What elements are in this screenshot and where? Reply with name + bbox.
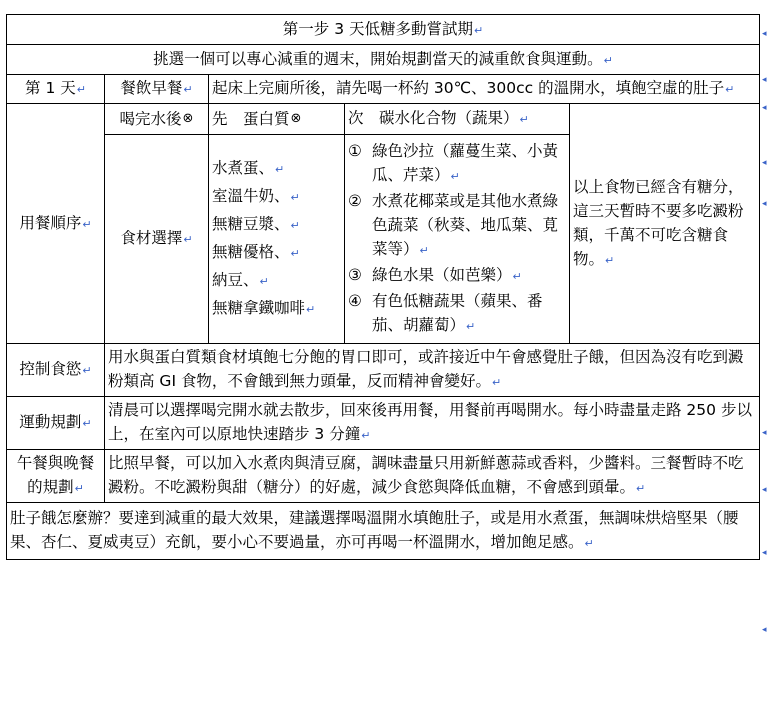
lunch-dinner-text-cell [105, 450, 760, 503]
row-end-marker-icon: ◂ [762, 75, 767, 85]
appetite-text: 用水與蛋白質類食材填飽七分飽的胃口即可，或許接近中午會感覺肚子餓，但因為沒有吃到澱粉類高 GI 食物，不會餓到無力頭暈，反而精神會變好。 [108, 348, 744, 390]
breakfast-text: 起床上完廁所後，請先喝一杯約 30℃、300cc 的溫開水，填飽空虛的肚子 [212, 79, 725, 97]
protein-item: 無糖豆漿、↵ [212, 215, 300, 233]
title-cell [7, 15, 760, 45]
row-end-marker-icon: ◂ [762, 103, 767, 113]
appetite-text-cell [105, 344, 760, 397]
right-margin-markers [762, 14, 768, 704]
protein-item: 室溫牛奶、↵ [212, 187, 300, 205]
protein-header-cell [209, 104, 345, 135]
paragraph-mark-icon: ↵ [519, 113, 529, 126]
paragraph-mark-icon: ↵ [450, 170, 460, 183]
paragraph-mark-icon: ↵ [74, 482, 84, 495]
paragraph-mark-icon: ↵ [275, 163, 285, 176]
row-end-marker-icon: ◂ [762, 158, 767, 168]
paragraph-mark-icon: ↵ [82, 417, 92, 430]
paragraph-mark-icon: ↵ [419, 244, 429, 257]
carb-header-cell [345, 104, 570, 135]
paragraph-mark-icon: ↵ [82, 364, 92, 377]
paragraph-mark-icon: ↵ [76, 83, 86, 96]
paragraph-mark-icon: ↵ [636, 482, 646, 495]
paragraph-mark-icon: ↵ [361, 429, 371, 442]
low-sugar-plan-table [6, 14, 760, 560]
row-end-marker-icon: ◂ [762, 548, 767, 558]
protein-item: 納豆、↵ [212, 271, 269, 289]
title-row [7, 15, 760, 45]
protein-item: 水煮蛋、↵ [212, 159, 285, 177]
row-end-marker-icon: ◂ [762, 625, 767, 635]
carb-item: ① 綠色沙拉（蘿蔓生菜、小黃瓜、芹菜）↵ [348, 142, 559, 184]
paragraph-mark-icon: ↵ [290, 247, 300, 260]
paragraph-mark-icon: ↵ [290, 219, 300, 232]
after-water-cell [105, 104, 209, 135]
end-of-cell-icon: ⊗ [182, 111, 194, 127]
row-end-marker-icon: ◂ [762, 485, 767, 495]
protein-header: 先 蛋白質 [212, 109, 290, 128]
after-water-label: 喝完水後 [119, 109, 182, 128]
exercise-label-cell [7, 397, 105, 450]
row-end-marker-icon: ◂ [762, 428, 767, 438]
carb-list [348, 139, 566, 339]
paragraph-mark-icon: ↵ [306, 303, 316, 316]
paragraph-mark-icon: ↵ [603, 53, 613, 67]
hunger-text-cell [7, 503, 760, 560]
paragraph-mark-icon: ↵ [183, 233, 193, 246]
order-label: 用餐順序 [19, 213, 82, 232]
intro-text: 挑選一個可以專心減重的週末，開始規劃當天的減重飲食與運動。 [153, 49, 603, 68]
paragraph-mark-icon: ↵ [259, 275, 269, 288]
exercise-label: 運動規劃 [19, 413, 82, 431]
lunch-dinner-text: 比照早餐，可以加入水煮肉與清豆腐，調味盡量只用新鮮蔥蒜或香料，少醬料。三餐暫時不吃澱粉。不吃澱粉與甜（糖分）的好處，減少食慾與降低血糖，不會感到頭暈。 [108, 454, 744, 496]
paragraph-mark-icon: ↵ [290, 191, 300, 204]
paragraph-mark-icon: ↵ [584, 537, 594, 550]
food-choice-label: 食材選擇 [120, 229, 183, 247]
protein-item: 無糖優格、↵ [212, 243, 300, 261]
hunger-row [7, 503, 760, 560]
order-label-cell [7, 104, 105, 344]
order-header-row [7, 104, 760, 135]
intro-cell [7, 45, 760, 75]
exercise-text-cell [105, 397, 760, 450]
paragraph-mark-icon: ↵ [605, 253, 615, 267]
end-of-cell-icon: ⊗ [290, 111, 302, 127]
lunch-dinner-row [7, 450, 760, 503]
exercise-row [7, 397, 760, 450]
appetite-label: 控制食慾 [19, 360, 82, 378]
protein-item: 無糖拿鐵咖啡↵ [212, 299, 316, 317]
paragraph-mark-icon: ↵ [183, 83, 193, 96]
carb-item: ③ 綠色水果（如芭樂）↵ [348, 266, 522, 284]
carb-item: ④ 有色低糖蔬果（蘋果、番茄、胡蘿蔔）↵ [348, 292, 543, 334]
intro-row [7, 45, 760, 75]
breakfast-row [7, 75, 760, 104]
carb-header: 次 碳水化合物（蔬果） [348, 109, 519, 127]
appetite-label-cell [7, 344, 105, 397]
breakfast-label-cell [105, 75, 209, 104]
protein-items-cell [209, 135, 345, 344]
paragraph-mark-icon: ↵ [82, 217, 92, 231]
breakfast-text-cell [209, 75, 760, 104]
row-end-marker-icon: ◂ [762, 199, 767, 209]
paragraph-mark-icon: ↵ [725, 83, 735, 96]
sugar-note-cell [570, 104, 760, 344]
carb-items-cell [345, 135, 570, 344]
appetite-row [7, 344, 760, 397]
day-cell [7, 75, 105, 104]
paragraph-mark-icon: ↵ [512, 270, 522, 283]
sugar-note: 以上食物已經含有糖分，這三天暫時不要多吃澱粉類，千萬不可吃含糖食物。 [573, 177, 744, 268]
page-title: 第一步 3 天低糖多動嘗試期 [282, 19, 473, 38]
day-label: 第 1 天 [25, 79, 76, 97]
paragraph-mark-icon: ↵ [474, 23, 484, 37]
food-choice-label-cell [105, 135, 209, 344]
paragraph-mark-icon: ↵ [466, 320, 476, 333]
hunger-text: 肚子餓怎麼辦？要達到減重的最大效果，建議選擇喝溫開水填飽肚子，或是用水煮蛋，無調味烘焙堅果（腰果、杏仁、夏威夷豆）充飢，要小心不要過量，亦可再喝一杯溫開水，增加飽足感。 [10, 509, 739, 551]
lunch-dinner-label-cell [7, 450, 105, 503]
row-end-marker-icon: ◂ [762, 29, 767, 39]
paragraph-mark-icon: ↵ [491, 376, 502, 389]
exercise-text: 清晨可以選擇喝完開水就去散步，回來後再用餐，用餐前再喝開水。每小時盡量走路 250 步以上，在室內可以原地快速踏步 3 分鐘 [108, 401, 752, 443]
lunch-dinner-label: 午餐與晚餐的規劃 [16, 454, 95, 496]
breakfast-label: 餐飲早餐 [120, 79, 183, 97]
carb-item: ② 水煮花椰菜或是其他水煮綠色蔬菜（秋葵、地瓜葉、莧菜等）↵ [348, 192, 559, 258]
